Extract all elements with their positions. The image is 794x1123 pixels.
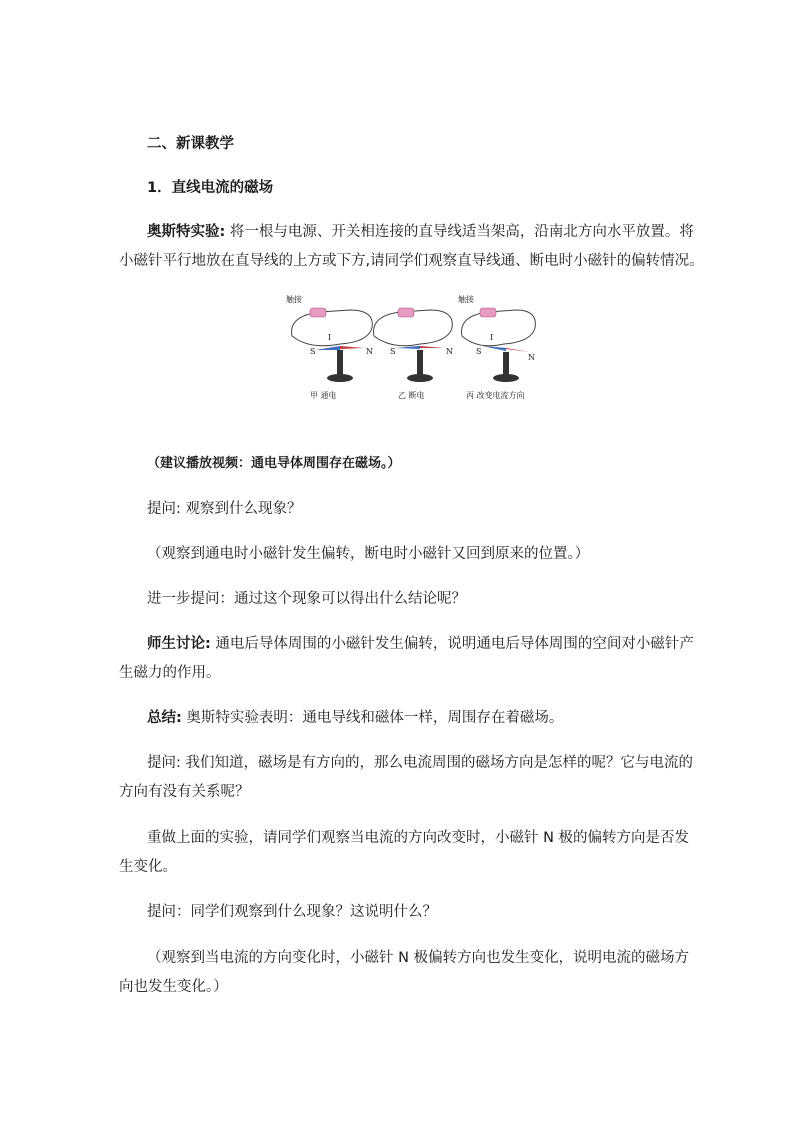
svg-text:N: N [528, 353, 535, 362]
question-4: 提问：同学们观察到什么现象？这说明什么？ [147, 904, 437, 920]
touch-label-1: 触接 [286, 295, 302, 304]
svg-text:N: N [366, 347, 373, 356]
oersted-paragraph-line1 [147, 220, 713, 241]
repeat-line2: 生变化。 [119, 859, 177, 875]
repeat-line1: 重做上面的实验，请同学们观察当电流的方向改变时，小磁针 N 极的偏转方向是否发 [147, 830, 690, 846]
oersted-text-1: 将一根与电源、开关相连接的直导线适当架高，沿南北方向水平放置。将 [225, 224, 694, 240]
svg-text:S: S [310, 347, 316, 356]
summary-line [147, 706, 713, 727]
answer-4-line2: 向也发生变化。） [119, 979, 228, 995]
oersted-experiment-illustration [280, 288, 540, 408]
answer-1: （观察到通电时小磁针发生偏转，断电时小磁针又回到原来的位置。） [147, 546, 590, 562]
answer-4-line1: （观察到当电流的方向变化时，小磁针 N 极偏转方向也发生变化，说明电流的磁场方 [147, 950, 690, 966]
summary-lead: 总结: [147, 710, 182, 726]
oersted-lead: 奥斯特实验: [147, 224, 226, 240]
discussion-text-1: 通电后导体周围的小磁针发生偏转，说明通电后导体周围的空间对小磁针产 [210, 636, 694, 652]
svg-text:I: I [328, 333, 332, 342]
discussion-lead: 师生讨论: [147, 636, 211, 652]
question-1: 提问: 观察到什么现象？ [147, 501, 302, 517]
oersted-experiment-figure [280, 288, 540, 408]
svg-text:S: S [476, 347, 482, 356]
stand-base-icon [327, 374, 353, 382]
discussion-line1 [147, 632, 713, 653]
caption-powered: 甲 通电 [310, 391, 337, 400]
battery-icon [310, 308, 326, 317]
battery-icon [398, 308, 414, 317]
video-note: （建议播放视频：通电导体周围存在磁场。） [147, 456, 401, 471]
battery-icon [480, 308, 496, 317]
svg-text:S: S [390, 347, 396, 356]
panel-unpowered [374, 308, 453, 400]
svg-text:I: I [490, 333, 494, 342]
panel-reversed [458, 294, 535, 400]
discussion-line2: 生磁力的作用。 [119, 665, 221, 681]
caption-reversed: 丙 改变电流方向 [466, 391, 525, 400]
stand-base-icon [493, 374, 519, 382]
touch-label-3: 触接 [458, 295, 474, 304]
caption-unpowered: 乙 断电 [398, 391, 425, 400]
panel-powered [286, 294, 373, 400]
question-3-line2: 方向有没有关系呢？ [119, 784, 250, 800]
summary-text: 奥斯特实验表明：通电导线和磁体一样，周围存在着磁场。 [181, 710, 564, 726]
stand-base-icon [407, 374, 433, 382]
oersted-paragraph-line2: 小磁针平行地放在直导线的上方或下方,请同学们观察直导线通、断电时小磁针的偏转情况。 [119, 253, 704, 269]
svg-text:N: N [446, 347, 453, 356]
subsection-heading: 1．直线电流的磁场 [147, 180, 274, 196]
question-2: 进一步提问：通过这个现象可以得出什么结论呢？ [147, 591, 466, 607]
question-3-line1: 提问: 我们知道，磁场是有方向的，那么电流周围的磁场方向是怎样的呢？它与电流的 [147, 755, 693, 771]
section-heading: 二、新课教学 [147, 136, 234, 152]
